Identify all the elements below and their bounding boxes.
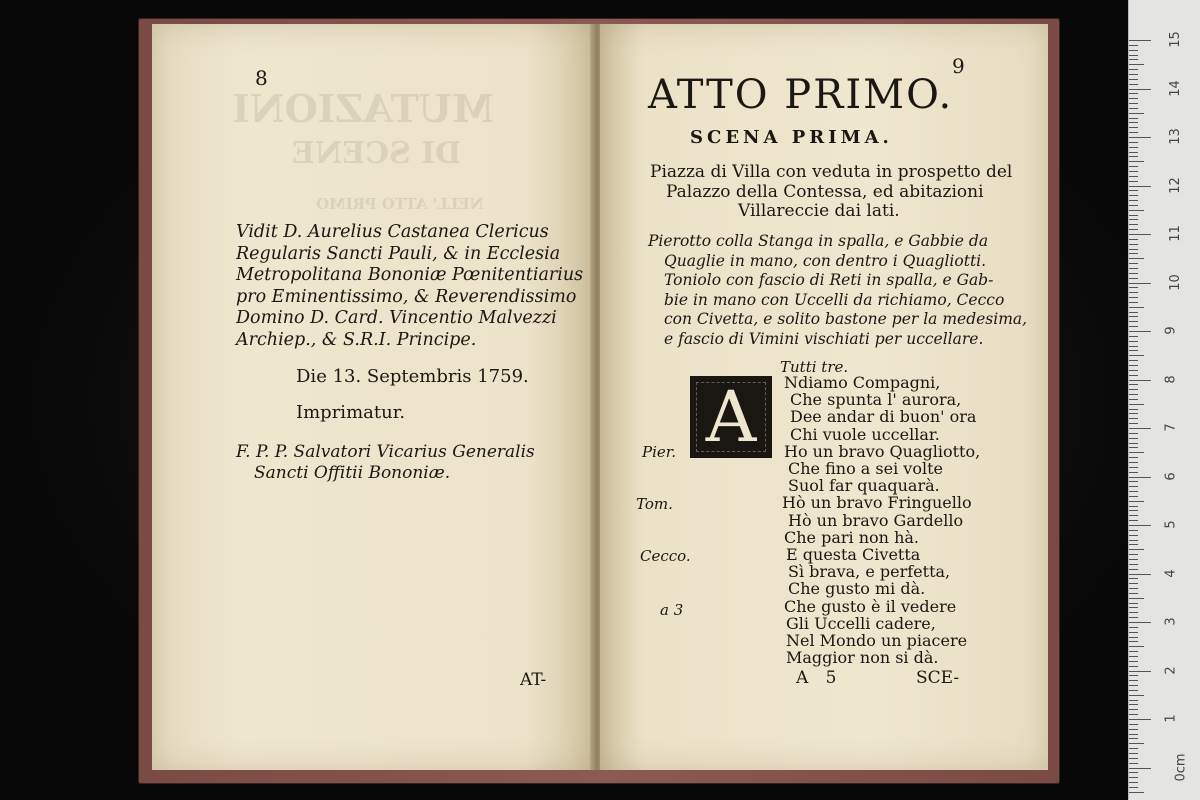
verse-line: Che gusto è il vedere — [784, 596, 957, 616]
ruler-tick — [1129, 200, 1138, 201]
stage-direction-line-4: bie in mano con Uccelli da richiamo, Cecco — [664, 290, 1005, 309]
stage-direction-line-6: e fascio di Vimini vischiati per uccellare. — [664, 330, 984, 348]
ruler-number: 6 — [1163, 471, 1179, 481]
ruler-tick — [1129, 239, 1138, 240]
ruler-tick — [1129, 399, 1138, 400]
drop-cap-woodcut — [690, 376, 772, 458]
ruler-tick — [1129, 108, 1138, 109]
ruler-tick — [1129, 50, 1138, 51]
ruler-tick — [1129, 743, 1144, 744]
ruler-tick — [1129, 768, 1151, 769]
ruler-tick — [1129, 137, 1151, 138]
ruler-tick — [1129, 55, 1138, 56]
drop-cap-letter: A — [705, 376, 757, 458]
verse-line: Ndiamo Compagni, — [784, 373, 941, 392]
ruler-tick — [1129, 176, 1138, 177]
ruler-tick — [1129, 253, 1138, 254]
ruler-tick — [1129, 341, 1138, 342]
verse-line: Che gusto mi dà. — [788, 579, 926, 599]
ruler-tick — [1129, 40, 1151, 41]
verse-line: Hò un bravo Gardello — [788, 510, 964, 530]
ruler-tick — [1129, 646, 1144, 647]
ruler-tick — [1129, 709, 1138, 710]
ruler-tick — [1129, 763, 1138, 764]
ruler-tick — [1129, 98, 1138, 99]
ruler-tick — [1129, 564, 1138, 565]
signature-line-1: F. P. P. Salvatori Vicarius Generalis — [236, 442, 535, 462]
ruler-number: 5 — [1163, 520, 1179, 529]
ruler-number: 3 — [1163, 617, 1179, 626]
ruler-tick — [1129, 496, 1138, 497]
speaker-label: Tom. — [636, 495, 673, 513]
ruler-tick — [1129, 215, 1138, 216]
ruler-tick — [1129, 103, 1138, 104]
left-page-number: 8 — [255, 66, 268, 90]
ruler-tick — [1129, 229, 1138, 230]
ruler-number: 8 — [1163, 374, 1179, 384]
ruler-number: 15 — [1167, 31, 1183, 48]
ruler-tick — [1129, 656, 1138, 657]
tutti-label: Tutti tre. — [780, 358, 849, 376]
setting-line-2: Palazzo della Contessa, ed abitazioni — [666, 181, 984, 202]
ruler-tick — [1129, 74, 1138, 75]
ruler-tick — [1129, 93, 1138, 94]
ruler-tick — [1129, 273, 1138, 274]
ruler-tick — [1129, 84, 1138, 85]
ruler-tick — [1129, 307, 1144, 308]
setting-line-1: Piazza di Villa con veduta in prospetto del — [650, 162, 1013, 182]
ruler-tick — [1129, 651, 1138, 652]
ruler-tick — [1129, 302, 1138, 303]
ruler-tick — [1129, 637, 1138, 638]
ruler-tick — [1129, 268, 1138, 269]
ruler-tick — [1129, 156, 1138, 157]
ruler-tick — [1129, 477, 1151, 478]
ruler-tick — [1129, 132, 1138, 133]
imprimatur-line-1: Vidit D. Aurelius Castanea Clericus — [236, 222, 549, 242]
ruler-tick — [1129, 346, 1138, 347]
ruler-tick — [1129, 588, 1138, 589]
ruler-tick — [1129, 593, 1138, 594]
ruler-tick — [1129, 680, 1138, 681]
stage-direction-line-2: Quaglie in mano, con dentro i Quagliotti. — [664, 251, 987, 270]
ruler-number: 13 — [1167, 128, 1183, 145]
ruler-tick — [1129, 787, 1138, 788]
ruler-number: 7 — [1163, 423, 1179, 432]
ruler-number: 11 — [1167, 225, 1183, 242]
ruler-tick — [1129, 161, 1144, 162]
ruler-tick — [1129, 467, 1138, 468]
date-line: Die 13. Septembris 1759. — [296, 366, 529, 387]
ruler-tick — [1129, 278, 1138, 279]
verse-line: E questa Civetta — [786, 545, 921, 564]
ruler-tick — [1129, 782, 1138, 783]
ruler-number: 10 — [1167, 273, 1183, 291]
ruler-number: 9 — [1163, 326, 1179, 335]
verse-line: Sì brava, e perfetta, — [788, 562, 951, 582]
measurement-ruler — [1128, 0, 1200, 800]
ruler-number: 14 — [1167, 79, 1183, 97]
ruler-tick — [1129, 515, 1138, 516]
ruler-tick — [1129, 89, 1151, 90]
ruler-tick — [1129, 171, 1138, 172]
ruler-tick — [1129, 127, 1138, 128]
ruler-tick — [1129, 404, 1144, 405]
imprimatur-line-5: Domino D. Card. Vincentio Malvezzi — [236, 308, 557, 328]
verse-line: Gli Uccelli cadere, — [786, 613, 936, 633]
ruler-tick — [1129, 617, 1138, 618]
ruler-tick — [1129, 316, 1138, 317]
ruler-tick — [1129, 748, 1138, 749]
ruler-tick — [1129, 506, 1138, 507]
ruler-tick — [1129, 520, 1138, 521]
setting-line-3: Villareccie dai lati. — [738, 201, 900, 221]
stage-direction-line-3: Toniolo con fascio di Reti in spalla, e Gab- — [664, 271, 994, 290]
ruler-number: 2 — [1163, 665, 1179, 675]
ruler-tick — [1129, 428, 1151, 429]
right-page-number: 9 — [952, 54, 965, 78]
ruler-tick — [1129, 45, 1138, 46]
ruler-tick — [1129, 544, 1138, 545]
ruler-tick — [1129, 501, 1144, 502]
ruler-tick — [1129, 569, 1138, 570]
ruler-number: 1 — [1163, 714, 1179, 723]
ruler-tick — [1129, 549, 1144, 550]
ruler-tick — [1129, 186, 1151, 187]
ruler-tick — [1129, 443, 1138, 444]
ruler-tick — [1129, 729, 1138, 730]
ruler-tick — [1129, 113, 1144, 114]
ruler-tick — [1129, 724, 1138, 725]
ruler-tick — [1129, 661, 1138, 662]
ruler-tick — [1129, 433, 1138, 434]
ruler-tick — [1129, 249, 1138, 250]
ruler-tick — [1129, 540, 1138, 541]
ruler-tick — [1129, 355, 1144, 356]
verse-line: Suol far quaquarà. — [788, 476, 940, 496]
ruler-tick — [1129, 632, 1138, 633]
ruler-tick — [1129, 607, 1138, 608]
ruler-tick — [1129, 312, 1138, 313]
ruler-tick — [1129, 384, 1138, 385]
act-title: ATTO PRIMO. — [648, 72, 954, 118]
imprimatur-line-2: Regularis Sancti Pauli, & in Ecclesia — [236, 243, 561, 264]
ruler-tick — [1129, 447, 1138, 448]
verse-line: Dee andar di buon' ora — [790, 407, 977, 427]
ruler-tick — [1129, 603, 1138, 604]
ruler-tick — [1129, 59, 1138, 60]
ruler-tick — [1129, 219, 1138, 220]
ruler-tick — [1129, 719, 1151, 720]
ruler-tick — [1129, 423, 1138, 424]
ruler-number: 4 — [1163, 568, 1179, 578]
ruler-tick — [1129, 418, 1138, 419]
verse-line: Che pari non hà. — [784, 527, 919, 547]
ruler-tick — [1129, 690, 1138, 691]
ruler-tick — [1129, 244, 1138, 245]
ruler-tick — [1129, 583, 1138, 584]
ruler-tick — [1129, 360, 1138, 361]
ruler-tick — [1129, 118, 1138, 119]
ruler-tick — [1129, 772, 1138, 773]
verse-line: Che fino a sei volte — [788, 459, 943, 478]
signature-mark: A 5 — [796, 668, 843, 688]
ruler-tick — [1129, 321, 1138, 322]
stage-direction-line-5: con Civetta, e solito bastone per la medesima, — [664, 310, 1028, 329]
ruler-tick — [1129, 574, 1151, 575]
ruler-tick — [1129, 224, 1138, 225]
ruler-tick — [1129, 375, 1138, 376]
ruler-tick — [1129, 195, 1138, 196]
ruler-number: 0cm — [1173, 752, 1189, 782]
ruler-tick — [1129, 481, 1138, 482]
ruler-tick — [1129, 491, 1138, 492]
ruler-tick — [1129, 622, 1151, 623]
verse-line: Maggior non si dà. — [786, 648, 939, 668]
ruler-tick — [1129, 758, 1138, 759]
ruler-tick — [1129, 641, 1138, 642]
ruler-tick — [1129, 181, 1138, 182]
imprimatur-word: Imprimatur. — [296, 402, 406, 423]
ruler-tick — [1129, 738, 1138, 739]
ruler-tick — [1129, 535, 1138, 536]
ruler-tick — [1129, 700, 1138, 701]
ruler-tick — [1129, 326, 1138, 327]
ruler-tick — [1129, 666, 1138, 667]
ruler-tick — [1129, 380, 1151, 381]
ruler-tick — [1129, 704, 1138, 705]
ruler-tick — [1129, 530, 1138, 531]
speaker-label: Pier. — [642, 443, 677, 461]
ruler-tick — [1129, 292, 1138, 293]
ruler-tick — [1129, 695, 1144, 696]
ruler-tick — [1129, 438, 1138, 439]
ruler-tick — [1129, 777, 1138, 778]
ruler-tick — [1129, 147, 1138, 148]
verse-line: Hò un bravo Fringuello — [782, 493, 972, 513]
left-catchword: AT- — [520, 670, 547, 690]
ruler-tick — [1129, 142, 1138, 143]
imprimatur-line-4: pro Eminentissimo, & Reverendissimo — [236, 286, 577, 307]
ruler-tick — [1129, 122, 1138, 123]
ruler-tick — [1129, 578, 1138, 579]
ruler-tick — [1129, 370, 1138, 371]
ruler-tick — [1129, 297, 1138, 298]
ruler-tick — [1129, 263, 1138, 264]
ruler-tick — [1129, 452, 1144, 453]
ruler-tick — [1129, 336, 1138, 337]
ruler-tick — [1129, 472, 1138, 473]
ruler-tick — [1129, 389, 1138, 390]
ruler-tick — [1129, 413, 1138, 414]
ruler-tick — [1129, 714, 1138, 715]
ruler-tick — [1129, 598, 1144, 599]
verse-line: Chi vuole uccellar. — [790, 424, 940, 444]
ruler-tick — [1129, 287, 1138, 288]
ruler-tick — [1129, 190, 1138, 191]
bleed-through-line: NELL' ATTO PRIMO — [316, 195, 484, 213]
ruler-tick — [1129, 69, 1138, 70]
ruler-tick — [1129, 64, 1144, 65]
ruler-tick — [1129, 675, 1138, 676]
ruler-tick — [1129, 79, 1138, 80]
scene-title: SCENA PRIMA. — [690, 127, 893, 148]
ruler-tick — [1129, 486, 1138, 487]
ruler-tick — [1129, 365, 1138, 366]
ruler-tick — [1129, 510, 1138, 511]
ruler-tick — [1129, 152, 1138, 153]
ruler-tick — [1129, 166, 1138, 167]
verse-line: Nel Mondo un piacere — [786, 631, 968, 650]
ruler-tick — [1129, 409, 1138, 410]
ruler-tick — [1129, 685, 1138, 686]
verse-line: Ho un bravo Quagliotto, — [784, 441, 981, 461]
imprimatur-line-3: Metropolitana Bononiæ Pœnitentiarius — [236, 265, 584, 285]
ruler-tick — [1129, 525, 1151, 526]
ruler-tick — [1129, 258, 1144, 259]
ruler-tick — [1129, 205, 1138, 206]
ruler-tick — [1129, 559, 1138, 560]
ruler-tick — [1129, 210, 1144, 211]
verse-line: Che spunta l' aurora, — [790, 390, 962, 410]
speaker-label: a 3 — [660, 601, 684, 619]
bleed-through-subtitle: DI SCENE — [292, 136, 462, 171]
ruler-tick — [1129, 612, 1138, 613]
stage-direction-line-1: Pierotto colla Stanga in spalla, e Gabbie da — [648, 232, 989, 250]
ruler-tick — [1129, 671, 1151, 672]
speaker-label: Cecco. — [640, 547, 691, 565]
ruler-tick — [1129, 394, 1138, 395]
ruler-tick — [1129, 283, 1151, 284]
right-catchword: SCE- — [916, 668, 960, 688]
ruler-tick — [1129, 554, 1138, 555]
ruler-tick — [1129, 457, 1138, 458]
ruler-tick — [1129, 462, 1138, 463]
ruler-tick — [1129, 350, 1138, 351]
ruler-tick — [1129, 627, 1138, 628]
ruler-number: 12 — [1167, 176, 1183, 194]
ruler-tick — [1129, 753, 1138, 754]
ruler-tick — [1129, 734, 1138, 735]
ruler-tick — [1129, 331, 1151, 332]
imprimatur-line-6: Archiep., & S.R.I. Principe. — [236, 329, 477, 350]
ruler-tick — [1129, 234, 1151, 235]
bleed-through-title: MUTAZIONI — [232, 86, 495, 131]
ruler-tick — [1129, 792, 1144, 793]
signature-line-2: Sancti Offitii Bononiæ. — [254, 463, 451, 483]
